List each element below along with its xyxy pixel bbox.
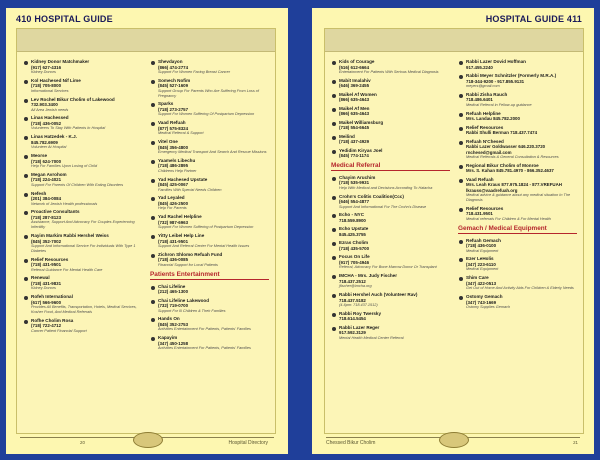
directory-entry bbox=[458, 238, 577, 254]
entry-name: Relief Resources bbox=[466, 124, 504, 130]
entry-name: Sparks bbox=[158, 101, 174, 107]
right-page-number: 411 bbox=[566, 14, 582, 24]
directory-entry bbox=[331, 212, 450, 223]
directory-entry bbox=[458, 177, 577, 203]
entry-name: Rofeh International bbox=[31, 294, 73, 300]
entry-phone: (212) 465-1300 bbox=[158, 289, 189, 295]
left-column-2 bbox=[150, 59, 269, 429]
entry-phone: (718) 436-0052 bbox=[31, 120, 62, 126]
entry-phone: (347) 450-1258 bbox=[158, 340, 189, 346]
entry-note: All Area Jewish needs bbox=[31, 107, 69, 112]
left-column-1 bbox=[23, 59, 142, 429]
directory-entry bbox=[23, 134, 142, 150]
entry-phone: (718) 431-9831 bbox=[31, 280, 62, 286]
entry-name: Focus On Life bbox=[339, 254, 370, 260]
entry-phone: (718) 273-2757 bbox=[158, 106, 189, 112]
entry-phone: 718.614.5454 bbox=[339, 316, 366, 322]
entry-phone: 718.437.2512 bbox=[339, 278, 366, 284]
entry-name: Relief Resources bbox=[466, 205, 504, 211]
entry-note: Medical Referral in Fellow-up guidance bbox=[466, 102, 532, 107]
entry-name: IMCHA - Mrs. Judy Fischer bbox=[339, 273, 398, 279]
entry-phone: Rabbi Lazer Goldwasser 646.220.3720 rnchesed@gmail.com bbox=[466, 144, 546, 155]
directory-entry bbox=[331, 325, 450, 341]
directory-entry bbox=[458, 125, 577, 136]
directory-entry bbox=[150, 78, 269, 99]
right-column-2 bbox=[458, 59, 577, 429]
entry-phone: (718) 554-6645 bbox=[339, 125, 370, 131]
entry-note: Kidney Donors bbox=[31, 70, 56, 74]
entry-phone: (845) 356-4800 bbox=[158, 144, 189, 150]
entry-name: Vaad Refuah bbox=[158, 120, 186, 126]
right-page-header bbox=[486, 14, 582, 24]
left-footer-title: Hospital Directory bbox=[228, 440, 268, 446]
entry-note: Medical advice & guidance about any medical situation In The Diagnosis bbox=[466, 193, 571, 202]
entry-phone: (732) 987-6963 bbox=[158, 219, 189, 225]
entry-note: Help With Medical and Decisions According To Halacha bbox=[339, 185, 433, 190]
entry-name: Relief Resources bbox=[31, 256, 69, 262]
directory-entry bbox=[458, 59, 577, 70]
entry-name: Refuah N'Chesed bbox=[466, 138, 504, 144]
entry-name: Linas Hatzedek - K.J. bbox=[31, 134, 77, 140]
entry-phone: (718) 486-2895 bbox=[158, 163, 189, 169]
directory-entry bbox=[23, 97, 142, 113]
entry-note: (4-6pm: 718.437.1512) bbox=[339, 302, 378, 307]
entry-note: Cancer Patient Financial Support bbox=[31, 328, 87, 333]
entry-name: Kidney Donor Matchmaker bbox=[31, 59, 90, 64]
entry-note: Support And Informational For The Crohn's Disease bbox=[339, 204, 427, 209]
entry-name: Zichron Shlomo Refuah Fund bbox=[158, 251, 223, 257]
entry-name: Maikel Af Women bbox=[339, 91, 377, 97]
entry-name: Yad Rachel Helpline bbox=[158, 214, 202, 220]
entry-note: Support And Informational Service For Individuals With Type 1 Diabetes bbox=[31, 243, 136, 253]
entry-note: Activities Entertainment For Patients, Patients' Families bbox=[158, 346, 251, 351]
entry-phone: (845) 527-1609 bbox=[158, 83, 189, 89]
entry-note: Entertainment For Patients With Serious Medical Diagnosis bbox=[339, 70, 439, 74]
entry-name: Rayim Markim Rabbi Hershel Weiss bbox=[31, 232, 109, 238]
directory-entry bbox=[331, 59, 450, 75]
directory-entry bbox=[23, 115, 142, 131]
entry-phone: 732.903.3400 bbox=[31, 102, 58, 108]
directory-entry bbox=[150, 284, 269, 295]
entry-phone: (845) 425-0067 bbox=[158, 182, 189, 188]
entry-note: Support And Referral Center For Mental Health Issues bbox=[158, 243, 250, 248]
entry-note: Support For Women Facing Breast Cancer bbox=[158, 70, 230, 74]
entry-note: Support For Parents Of Children With Eating Disorders bbox=[31, 182, 124, 187]
entry-name: Kids of Courage bbox=[339, 59, 375, 64]
entry-phone: (845) 352-7002 bbox=[31, 238, 62, 244]
entry-name: Rabbi Lazer Dovid Hoffman bbox=[466, 59, 526, 64]
entry-phone: (718) 436-0100 bbox=[466, 243, 497, 249]
entry-name: Shevdayon bbox=[158, 59, 183, 64]
entry-phone: (866) 474-2774 bbox=[158, 64, 189, 70]
entry-phone: (718) 224-4021 bbox=[31, 177, 62, 183]
entry-name: Vaad Refuah bbox=[466, 176, 494, 182]
entry-name: Echo Upstate bbox=[339, 226, 369, 232]
entry-name: Ezer LeHolis bbox=[466, 256, 494, 262]
entry-note: Emergency Medical Transport And Search And Rescue Missions bbox=[158, 149, 267, 154]
entry-phone: (718) 431-9501 bbox=[31, 262, 62, 268]
entry-phone: (917) 627-4316 bbox=[31, 64, 62, 70]
directory-entry bbox=[331, 92, 450, 103]
entry-phone: (718) 435-5700 bbox=[339, 245, 370, 251]
entry-name: Chai Lifeline Lakewood bbox=[158, 297, 210, 303]
entry-name: Crohn's Colitis Coalition(Ccc) bbox=[339, 193, 404, 199]
entry-phone: (877) 575-8324 bbox=[158, 125, 189, 131]
directory-entry bbox=[331, 311, 450, 322]
directory-entry bbox=[150, 335, 269, 351]
right-footer-title: Chessed Bikur Cholim bbox=[326, 440, 376, 446]
directory-entry bbox=[150, 195, 269, 211]
entry-phone: (718) 705-8000 bbox=[31, 83, 62, 89]
entry-phone: 718.486.6401 bbox=[466, 97, 493, 103]
entry-note: jfischer@imcha.org bbox=[339, 284, 372, 289]
directory-entry bbox=[23, 233, 142, 254]
directory-entry bbox=[331, 254, 450, 270]
entry-name: Rabbi Zisha Rauch bbox=[466, 91, 508, 97]
entry-note: Help For Families Upon Losing of Child bbox=[31, 163, 98, 168]
left-content-box bbox=[16, 28, 276, 434]
directory-entry bbox=[150, 158, 269, 174]
directory-entry bbox=[150, 177, 269, 193]
directory-entry bbox=[458, 163, 577, 174]
entry-name: Yedidim Kiryas Joel bbox=[339, 147, 383, 153]
entry-phone: (845) 774-1174 bbox=[339, 153, 369, 159]
entry-phone: (646) 554-4877 bbox=[339, 199, 370, 205]
entry-note: Childrens Help Partner bbox=[158, 168, 197, 173]
section-title-gemach: Gemach / Medical Equipment bbox=[458, 225, 577, 234]
entry-phone: (845) 426-2500 bbox=[158, 200, 189, 206]
right-footer-page: 21 bbox=[573, 440, 578, 445]
entry-phone: (845) 352-2753 bbox=[158, 321, 189, 327]
entry-note: Medical Equipment bbox=[466, 248, 499, 253]
directory-entry bbox=[458, 92, 577, 108]
directory-entry bbox=[150, 120, 269, 136]
entry-name: Yad Hachesed Upstate bbox=[158, 176, 208, 182]
right-footer bbox=[326, 437, 580, 448]
directory-entry bbox=[23, 209, 142, 230]
entry-name: Rabbi Hershel Auch (Volunteer Rav) bbox=[339, 291, 418, 297]
entry-phone: (347) 743-1669 bbox=[466, 299, 497, 305]
directory-entry bbox=[150, 101, 269, 117]
entry-name: Megan Avrohom bbox=[31, 171, 67, 177]
directory-entry bbox=[150, 233, 269, 249]
entry-note: Network of Jewish Health professionals bbox=[31, 201, 98, 206]
directory-entry bbox=[23, 172, 142, 188]
entry-name: Chai Lifeline bbox=[158, 283, 186, 289]
entry-name: Renewal bbox=[31, 275, 50, 281]
entry-name: Yad Leyaled bbox=[158, 195, 185, 201]
entry-name: Echo - NYC bbox=[339, 212, 365, 218]
entry-note: Assistance, Support And Advocacy For Couples Experiencing Infertility bbox=[31, 220, 135, 230]
directory-entry bbox=[150, 252, 269, 268]
directory-entry bbox=[23, 318, 142, 334]
entry-note: Activities Entertainment For Patients, Patients' Families bbox=[158, 327, 251, 332]
entry-note: Families With Special Needs Children bbox=[158, 187, 222, 192]
entry-phone: (718) 436-0085 bbox=[158, 257, 189, 263]
entry-phone: 718.437.5182 bbox=[339, 297, 366, 303]
entry-note: Mental Health Medical Center Referral bbox=[339, 335, 404, 340]
entry-name: Nefesh bbox=[31, 190, 47, 196]
entry-name: Yaamels Libechu bbox=[158, 157, 196, 163]
entry-phone: (732) 719-0700 bbox=[158, 303, 189, 309]
directory-entry bbox=[458, 73, 577, 89]
left-page bbox=[6, 8, 288, 454]
directory-entry bbox=[331, 175, 450, 191]
entry-name: Ostomy Gemach bbox=[466, 293, 503, 299]
entry-note: Support For Ill Children & Their Families bbox=[158, 308, 226, 313]
entry-phone: 845.782.6909 bbox=[31, 139, 58, 145]
entry-name: Rabbi Roy Twersky bbox=[339, 310, 382, 316]
left-page-header bbox=[16, 14, 113, 24]
entry-phone: (718) 431-9501 bbox=[158, 238, 189, 244]
entry-phone: (866) 635-4643 bbox=[339, 97, 370, 103]
left-footer bbox=[20, 437, 274, 448]
right-page bbox=[312, 8, 594, 454]
directory-entry bbox=[458, 206, 577, 222]
directory-entry bbox=[331, 120, 450, 131]
entry-name: Meorse bbox=[31, 152, 48, 158]
entry-phone: (917) 705-4946 bbox=[339, 259, 370, 265]
entry-phone: (718) 535-9931 bbox=[339, 180, 370, 186]
section-title-medical-referral: Medical Referral bbox=[331, 162, 450, 171]
entry-phone: (347) 422-0513 bbox=[466, 280, 497, 286]
entry-note: Help For Parents bbox=[158, 206, 187, 211]
entry-name: Hands On bbox=[158, 316, 180, 322]
directory-entry bbox=[458, 256, 577, 272]
entry-note: Volunteer At Hospital bbox=[31, 145, 67, 150]
directory-entry bbox=[331, 134, 450, 145]
left-page-number: 410 bbox=[16, 14, 32, 24]
entry-note: Provides All Benefits, Transportation, Hotels, Medical Services, Kosher Food, And Medical Referrals bbox=[31, 305, 137, 314]
section-title-entertainment: Patients Entertainment bbox=[150, 271, 269, 280]
entry-note: Support For Women Suffering Of Postpartum Depression bbox=[158, 112, 255, 117]
directory-entry bbox=[23, 257, 142, 273]
directory-entry bbox=[150, 139, 269, 155]
directory-entry bbox=[23, 78, 142, 94]
entry-phone: (718) 287-8123 bbox=[31, 214, 62, 220]
directory-entry bbox=[23, 275, 142, 291]
entry-name: Regional Bikur Cholim of Monroe bbox=[466, 162, 539, 168]
entry-phone: (201) 384-0084 bbox=[31, 196, 62, 202]
entry-phone: (646) 369-2455 bbox=[339, 83, 370, 89]
entry-phone: (718) 624-7000 bbox=[31, 158, 62, 164]
entry-note: Referral, Advocacy For Bone Marrow Donor Or Transplant bbox=[339, 265, 437, 270]
entry-phone: 845.425.3755 bbox=[339, 231, 366, 237]
entry-phone: 917.592.3129 bbox=[339, 330, 366, 336]
entry-name: Kol Hachesed Nif Lime bbox=[31, 77, 81, 83]
entry-note: Financial Support for Local Patients bbox=[158, 262, 218, 267]
directory-entry bbox=[23, 191, 142, 207]
directory-entry bbox=[331, 292, 450, 308]
entry-name: Proactive Consultants bbox=[31, 209, 80, 215]
entry-name: Somech Nofim bbox=[158, 77, 191, 83]
directory-entry bbox=[150, 298, 269, 314]
left-header-band bbox=[17, 29, 275, 52]
entry-phone: (617) 566-9600 bbox=[31, 299, 62, 305]
entry-name: Rabbi Meyer Schnitzler (Formerly M.R.A.) bbox=[466, 73, 557, 78]
entry-note: Support Group For Parents Who Are Suffering From Loss of Pregnancy bbox=[158, 88, 259, 98]
right-column-1 bbox=[331, 59, 450, 429]
emblem-icon bbox=[133, 432, 163, 448]
directory-entry bbox=[331, 106, 450, 117]
entry-phone: (718) 722-4712 bbox=[31, 323, 62, 329]
directory-entry bbox=[458, 275, 577, 291]
entry-phone: Mrs. Landau 845.782.2000 bbox=[466, 116, 520, 122]
directory-entry bbox=[331, 78, 450, 89]
directory-entry bbox=[458, 139, 577, 160]
right-page-title: HOSPITAL GUIDE bbox=[485, 14, 565, 24]
entry-note: meyers@gmail.com bbox=[466, 84, 500, 88]
directory-entry bbox=[458, 294, 577, 310]
entry-note: Informational Services bbox=[31, 88, 69, 93]
directory-entry bbox=[23, 294, 142, 315]
directory-entry bbox=[331, 273, 450, 289]
entry-phone: (866) 635-4643 bbox=[339, 111, 370, 117]
entry-note: Medical Referral & Support bbox=[158, 131, 204, 136]
entry-note: Medical referrals For Children & For Mental Health bbox=[466, 216, 551, 221]
entry-note: Referral Guidance For Mental Health Care bbox=[31, 267, 103, 272]
left-page-title: HOSPITAL GUIDE bbox=[34, 14, 113, 24]
entry-phone: Rabbi Shulli Berman 718.437.7474 bbox=[466, 130, 538, 136]
left-footer-page: 20 bbox=[80, 440, 85, 445]
directory-entry bbox=[331, 240, 450, 251]
entry-name: Kapayim bbox=[158, 335, 178, 341]
entry-note: Kidney Donors bbox=[31, 286, 56, 291]
entry-name: Ezras Cholim bbox=[339, 240, 369, 246]
entry-phone: 718.559.8900 bbox=[339, 217, 366, 223]
directory-entry bbox=[23, 59, 142, 75]
right-header-band bbox=[325, 29, 583, 52]
entry-name: Refuah Gemach bbox=[466, 237, 501, 243]
entry-phone: (718) 437-4929 bbox=[339, 139, 370, 145]
entry-name: Vitel One bbox=[158, 138, 178, 144]
entry-phone: 718.431.9501 bbox=[466, 211, 493, 217]
entry-note: Medical Equipment bbox=[466, 267, 499, 272]
entry-name: Linas Hachessed bbox=[31, 115, 69, 121]
entry-note: Medical Referrals & General Consultation & Resources bbox=[466, 155, 559, 159]
directory-entry bbox=[331, 226, 450, 237]
entry-phone: Mrs. Leah Kraus 877.975.1824 - 877.VREFUAH lkrauss@vaadrefuah.org bbox=[466, 182, 562, 193]
entry-name: Maikel Williamsburg bbox=[339, 119, 384, 125]
entry-name: Mabit Imalahiv bbox=[339, 77, 371, 83]
entry-name: Shim Care bbox=[466, 275, 489, 281]
directory-entry bbox=[150, 214, 269, 230]
directory-entry bbox=[150, 59, 269, 75]
directory-entry bbox=[23, 153, 142, 169]
entry-name: Refuah Helpline bbox=[466, 110, 501, 116]
entry-name: Lev Rochel Bikur Cholim of Lakewood bbox=[31, 96, 115, 102]
entry-name: Meilind bbox=[339, 133, 355, 139]
right-content-box bbox=[324, 28, 584, 434]
entry-name: Maikel Af Men bbox=[339, 105, 370, 111]
directory-entry bbox=[150, 316, 269, 332]
entry-phone: (516) 612-6664 bbox=[339, 64, 370, 70]
entry-phone: Mrs. S. Kahan 845.781.4970 - 866.352.4637 bbox=[466, 168, 554, 174]
entry-note: Volunteers To Stay With Patients In Hospital bbox=[31, 126, 106, 131]
entry-name: Yitty Leibel Help Line bbox=[158, 232, 205, 238]
entry-note: Support For Women Suffering of Postpartum Depression bbox=[158, 225, 254, 230]
directory-entry bbox=[458, 111, 577, 122]
entry-name: Rabbi Lazer Reger bbox=[339, 324, 380, 330]
emblem-icon bbox=[439, 432, 469, 448]
entry-phone: 718-344-9200 - 917.855.9131 bbox=[466, 78, 525, 84]
entry-name: Chayim Aruchim bbox=[339, 174, 376, 180]
entry-phone: 917.455.2240 bbox=[466, 64, 493, 70]
directory-entry bbox=[331, 148, 450, 159]
entry-note: Ostomy Supplies Gemach bbox=[466, 304, 511, 309]
entry-note: Get Out of Home And Activity Aids For Children & Elderly Needs bbox=[466, 286, 574, 291]
directory-entry bbox=[331, 194, 450, 210]
entry-name: Rofhe Cholim Rosa bbox=[31, 317, 74, 323]
entry-phone: (347) 223-6110 bbox=[466, 261, 496, 267]
